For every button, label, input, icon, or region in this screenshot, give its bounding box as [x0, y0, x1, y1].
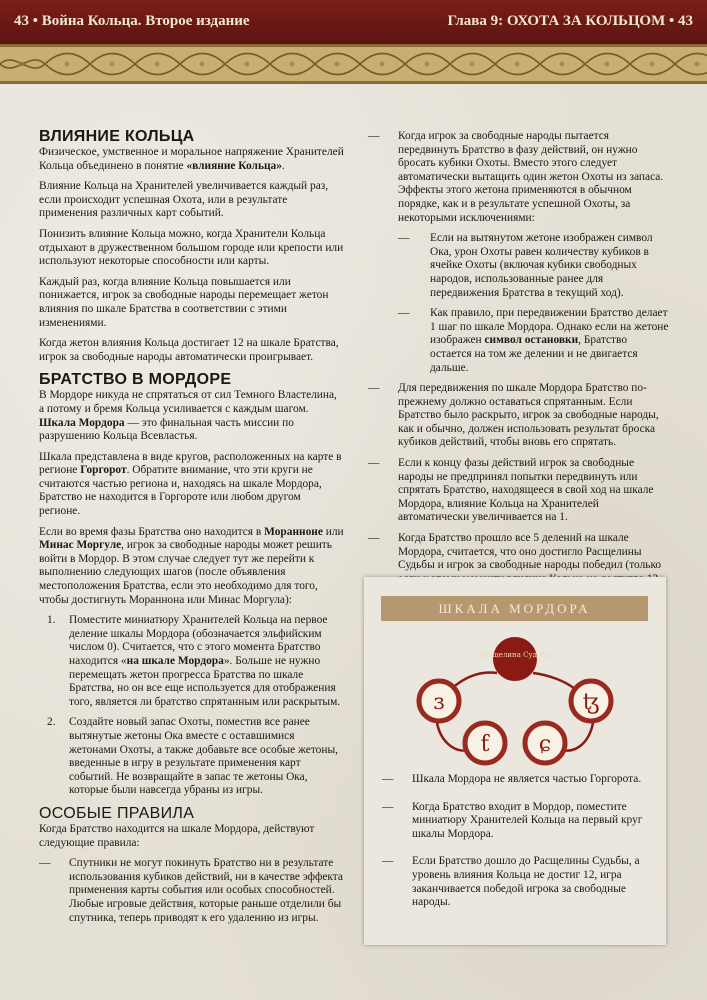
ornament-pattern	[0, 44, 707, 84]
section-heading-special-rules: ОСОБЫЕ ПРАВИЛА	[39, 804, 195, 822]
dash-item: — Спутники не могут покинуть Братство ни в результате использования кубиков действий, ни в качестве эффекта применения карты события или особых способностей. Любые игровые действия, которые раньше отделили бы спутника, теперь приводят к его удалению из игры.	[39, 857, 343, 924]
paragraph: Физическое, умственное и моральное напряжение Хранителей Кольца объединено в понятие «влияние Кольца».	[39, 146, 344, 172]
numbered-item: 1. Поместите миниатюру Хранителей Кольца на первое деление шкалы Мордора (обозначается эльфийским числом 0). Считается, что с этого момента Братство находится «на шкале Мордора». Больше не нужно перемещать жетон прогресса Братства по шкале Братства, но он все еще используется для отображения того, является ли братство спрятанным или раскрытым.	[47, 614, 341, 708]
svg-text:ƭ: ƭ	[480, 732, 490, 757]
dash-item: — Когда Братство прошло все 5 делений на шкале Мордора, считается, что оно достигло Расщелины Судьбы и игрок за свободные народы победил (только	[368, 532, 662, 572]
mordor-track-icon	[397, 631, 633, 767]
svg-text:ꜩ: ꜩ	[582, 690, 600, 715]
dash-item: — Если Братство дошло до Расщелины Судьбы, а уровень влияния Кольца не достиг 12, игра заканчивается победой игрока за свободные народы.	[382, 855, 640, 909]
paragraph: Когда Братство находится на шкале Мордора, действуют следующие правила:	[39, 822, 315, 849]
right-column	[368, 130, 671, 607]
sub-dash-item: — Если на вытянутом жетоне изображен символ Ока, урон Охоты равен количеству кубиков в ячейке Охоты (включая кубики свободных народов, использованные ранее для передвижения Братства в текущий ход).	[398, 232, 653, 299]
paragraph: Шкала представлена в виде кругов, расположенных на карте в регионе Горгорот. Обратите внимание, что эти круги не считаются частью региона и, находясь на шкале Мордора, Братство не находится в Горгороте или любом другом регионе.	[39, 450, 342, 518]
mordor-track-illustration	[397, 631, 633, 772]
sub-dash-item: — Как правило, при передвижении Братство делает 1 шаг по шкале Мордора. Однако если на жетоне изображен символ остановки, Братство остается на том же делении и не двигается дальше.	[398, 307, 669, 374]
decorative-band	[0, 44, 707, 84]
box-title: ШКАЛА МОРДОРА	[381, 596, 648, 621]
mordor-track-box	[364, 577, 666, 945]
header-left-title: 43 • Война Кольца. Второе издание	[14, 13, 250, 29]
paragraph: Влияние Кольца на Хранителей увеличивается каждый раз, если происходит успешная Охота, или в результате применения различных карт событий.	[39, 180, 329, 220]
dash-item: — Когда Братство входит в Мордор, поместите миниатюру Хранителей Кольца на первый круг шкалы Мордора.	[382, 800, 643, 840]
emblem-label: Расщелина Судьбы	[479, 651, 551, 659]
svg-text:ɜ: ɜ	[433, 690, 445, 715]
paragraph: Каждый раз, когда влияние Кольца повышается или понижается, игрок за свободные народы перемещает жетон влияния по шкале Братства в соответствии с этими изменениями.	[39, 275, 329, 329]
section-heading-fellowship-mordor: БРАТСТВО В МОРДОРЕ	[39, 371, 232, 389]
left-column	[39, 128, 344, 932]
page-header	[0, 0, 707, 44]
crack-of-doom-icon	[493, 637, 537, 681]
dash-item: — Для передвижения по шкале Мордора Братство по-прежнему должно оставаться спрятанным. Если Братство было раскрыто, игрок за свободные народы, как и обычно, должен использовать результат броска кубиков действий, чтобы вновь его спрятать.	[368, 382, 659, 449]
paragraph: Когда жетон влияния Кольца достигает 12 на шкале Братства, игрок за свободные народы автоматически проигрывает.	[39, 337, 339, 363]
box-rule-list	[382, 773, 644, 924]
dash-item: — Когда игрок за свободные народы пытается передвинуть Братство в фазу действий, он нужно бросать кубики Охоты. Вместо этого следует автоматически вытащить один жетон Охоты из запаса. Эффекты этого жетона применяются в обычном порядке, как и в результате успешной Охоты, за некоторыми исключениями:	[368, 130, 664, 224]
dash-item: — Если к концу фазы действий игрок за свободные народы не предпринял попытки передвинуть или спрятать Братство, находящееся в свой ход на шкале Мордора, влияние Кольца на Хранителей автоматически увеличивается на 1.	[368, 457, 654, 524]
section-heading-ring-influence: ВЛИЯНИЕ КОЛЬЦА	[39, 128, 195, 145]
numbered-item: 2. Создайте новый запас Охоты, поместив все ранее вытянутые жетоны Ока вместе с оставшимися жетонами Охоты, а также добавьте все особые жетоны, введенные в игру в результате применения карт событий. Не возвращайте в запас те жетоны Ока, которые были навсегда убраны из игры.	[47, 716, 338, 797]
paragraph: Понизить влияние Кольца можно, когда Хранители Кольца отдыхают в дружественном большом городе или крепости или используют некоторые способности или карты.	[39, 227, 344, 268]
paragraph: Если во время фазы Братства оно находится в Моранноне или Минас Моргуле, игрок за свободные народы может решить войти в Мордор. В этом случае следует тут же перейти к выполнению следующих шагов (после объявления местоположения Братства, если это необходимо для того, чтобы достигнуть Мораннона или Минас Моргула):	[39, 525, 344, 606]
dash-item: — Шкала Мордора не является частью Горгорота.	[382, 773, 642, 785]
header-right-title: Глава 9: ОХОТА ЗА КОЛЬЦОМ • 43	[447, 13, 693, 29]
svg-text:ɕ: ɕ	[538, 732, 552, 757]
paragraph: В Мордоре никуда не спрятаться от сил Темного Властелина, а потому и бремя Кольца усиливается с каждым шагом. Шкала Мордора — это финальная часть миссии по разрушению Кольца Всевластья.	[39, 389, 337, 443]
